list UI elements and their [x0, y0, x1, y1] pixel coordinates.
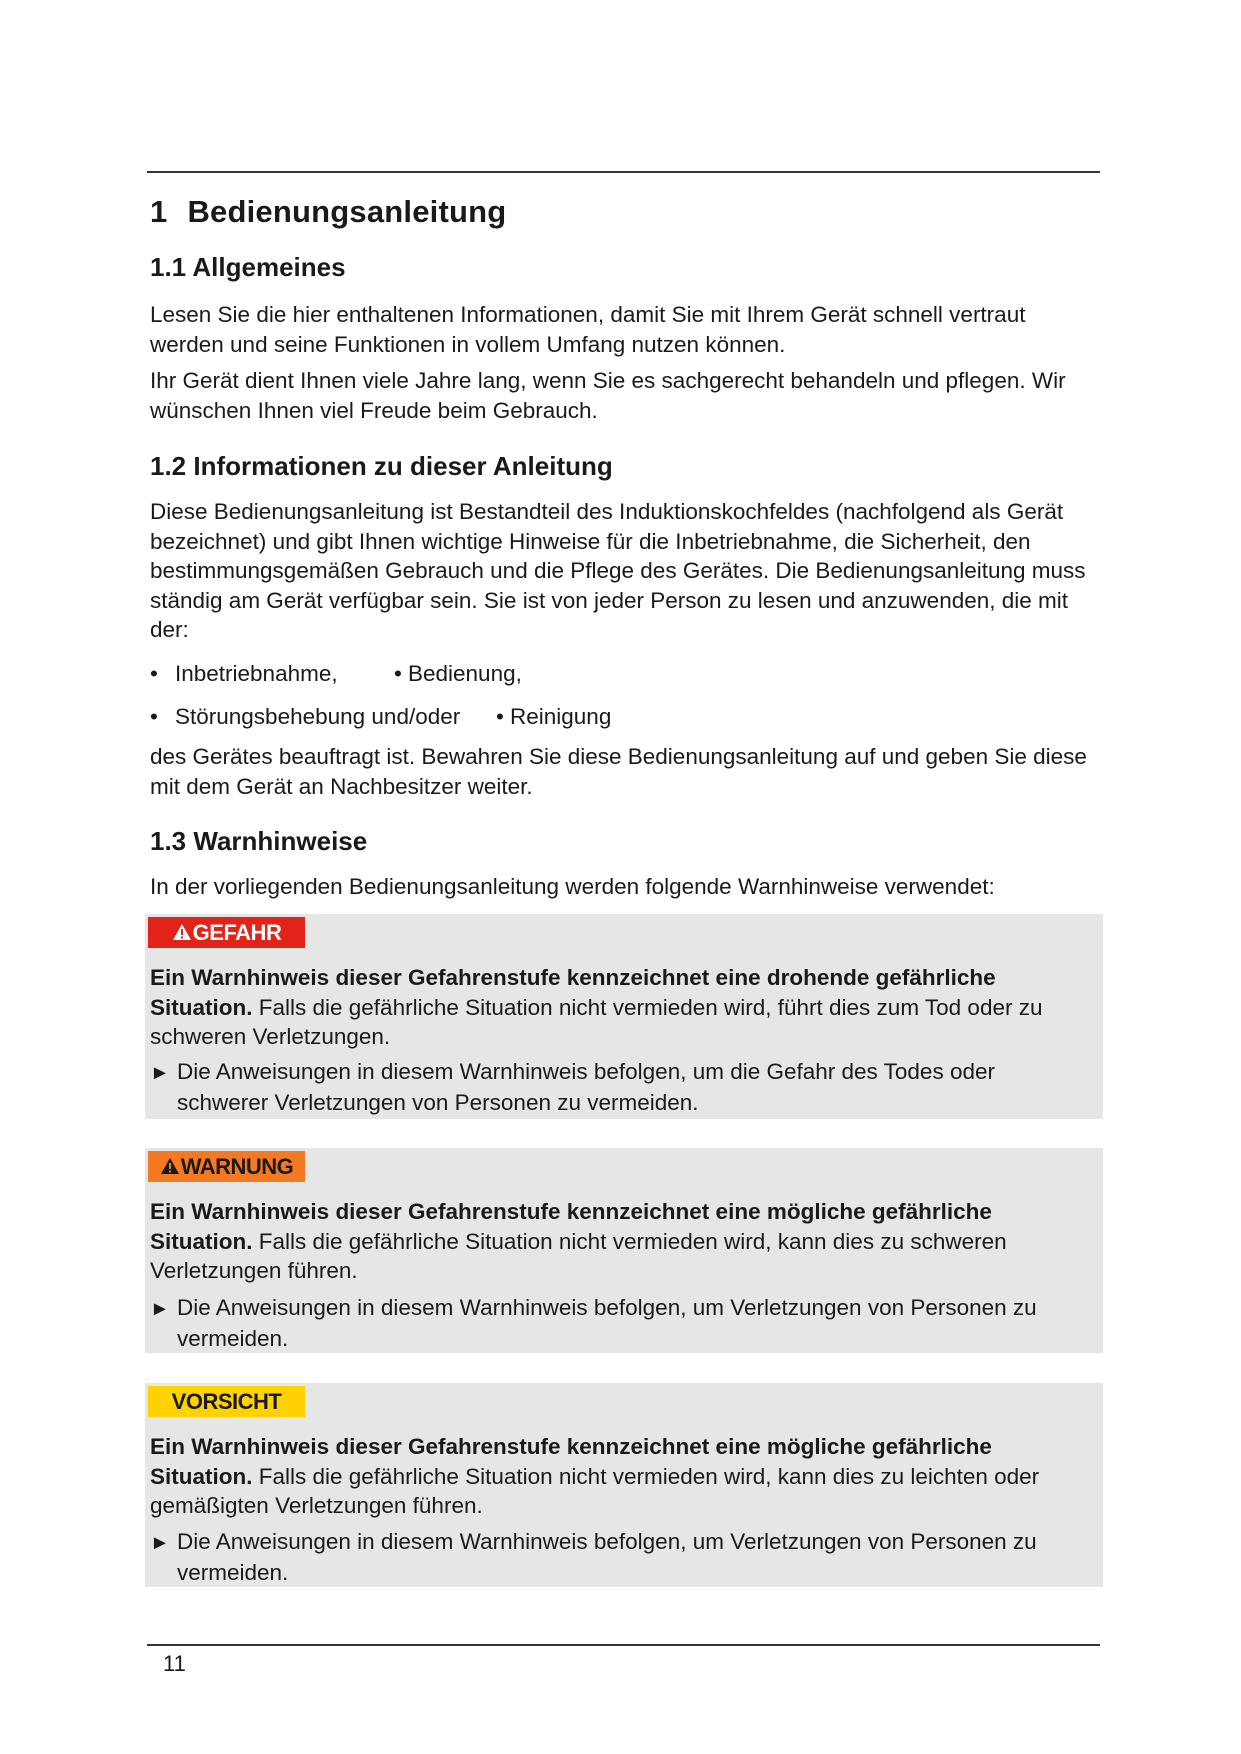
- warning-instruction: ► Die Anweisungen in diesem Warnhinweis befolgen, um die Gefahr des Todes oder schwerer Verletzungen von Personen zu vermeiden.: [150, 1059, 995, 1115]
- warning-text: Falls die gefährliche Situation nicht vermieden wird, kann dies zu leichten oder gemäßigten Verletzungen führen.: [150, 1463, 1040, 1518]
- badge-warnung: WARNUNG: [148, 1151, 305, 1182]
- section-heading-informationen: 1.2 Informationen zu dieser Anleitung: [150, 451, 613, 481]
- header-rule: [147, 171, 1100, 173]
- section-heading-allgemeines: 1.1 Allgemeines: [150, 252, 346, 282]
- warning-bold-text: Ein Warnhinweis dieser Gefahrenstufe kennzeichnet eine mögliche gefährliche Situation.: [150, 1434, 992, 1489]
- paragraph-warnhinweise-intro: In der vorliegenden Bedienungsanleitung werden folgende Warnhinweise verwendet:: [150, 874, 995, 899]
- section-heading-warnhinweise: 1.3 Warnhinweise: [150, 826, 368, 856]
- chapter-title: [150, 194, 506, 230]
- badge-vorsicht: VORSICHT: [148, 1386, 305, 1417]
- chapter-number: 1: [150, 194, 168, 229]
- bullet-item: • Bedienung,: [394, 661, 522, 686]
- bullet-icon: •: [150, 661, 158, 686]
- arrow-right-icon: ►: [150, 1532, 170, 1554]
- arrow-right-icon: ►: [150, 1062, 170, 1084]
- warning-text: Falls die gefährliche Situation nicht vermieden wird, führt dies zum Tod oder zu schweren Verletzungen.: [150, 994, 1043, 1049]
- warning-description: [150, 1197, 1100, 1286]
- warning-instruction: ► Die Anweisungen in diesem Warnhinweis befolgen, um Verletzungen von Personen zu vermeiden.: [150, 1529, 1037, 1585]
- warning-text: Falls die gefährliche Situation nicht vermieden wird, kann dies zu schweren Verletzungen führen.: [150, 1228, 1007, 1283]
- warning-box-warnung: [145, 1148, 1103, 1353]
- paragraph-informationen-1: Diese Bedienungsanleitung ist Bestandteil des Induktionskochfeldes (nachfolgend als Gerät bezeichnet) und gibt Ihnen wichtige Hinweise für die Inbetriebnahme, die Sicherheit, den bestimmungsgemäßen Gebrauch und die Pflege des Gerätes. Die Bedienungsanleitung muss ständig am Gerät verfügbar sein. Sie ist von jeder Person zu lesen und anzuwenden, die mit der:: [150, 499, 1086, 642]
- page-number: 11: [163, 1651, 186, 1676]
- warning-description: [150, 963, 1100, 1052]
- footer-rule: [147, 1644, 1100, 1646]
- paragraph-allgemeines-2: Ihr Gerät dient Ihnen viele Jahre lang, wenn Sie es sachgerecht behandeln und pflegen. Wir wünschen Ihnen viel Freude beim Gebrauch.: [150, 368, 1066, 423]
- chapter-title-text: Bedienungsanleitung: [187, 194, 507, 229]
- bullet-item: • Inbetriebnahme,: [150, 661, 338, 686]
- bullet-item: • Reinigung: [496, 704, 612, 729]
- warning-box-gefahr: [145, 914, 1103, 1119]
- warning-box-vorsicht: [145, 1383, 1103, 1587]
- badge-gefahr: GEFAHR: [148, 917, 305, 948]
- bullet-icon: •: [496, 704, 504, 729]
- warning-instruction: ► Die Anweisungen in diesem Warnhinweis befolgen, um Verletzungen von Personen zu vermeiden.: [150, 1295, 1037, 1351]
- bullet-item: • Störungsbehebung und/oder: [150, 704, 461, 729]
- warning-bold-text: Ein Warnhinweis dieser Gefahrenstufe kennzeichnet eine drohende gefährliche Situation.: [150, 965, 996, 1020]
- warning-triangle-icon: [172, 923, 192, 941]
- paragraph-allgemeines-1: Lesen Sie die hier enthaltenen Informationen, damit Sie mit Ihrem Gerät schnell vertraut werden und seine Funktionen in vollem Umfang nutzen können.: [150, 302, 1026, 357]
- bullet-icon: •: [394, 661, 402, 686]
- warning-triangle-icon: [160, 1157, 180, 1175]
- paragraph-informationen-2: des Gerätes beauftragt ist. Bewahren Sie diese Bedienungsanleitung auf und geben Sie diese mit dem Gerät an Nachbesitzer weiter.: [150, 744, 1087, 799]
- warning-bold-text: Ein Warnhinweis dieser Gefahrenstufe kennzeichnet eine mögliche gefährliche Situation.: [150, 1199, 992, 1254]
- bullet-icon: •: [150, 704, 158, 729]
- arrow-right-icon: ►: [150, 1298, 170, 1320]
- warning-description: [150, 1432, 1100, 1521]
